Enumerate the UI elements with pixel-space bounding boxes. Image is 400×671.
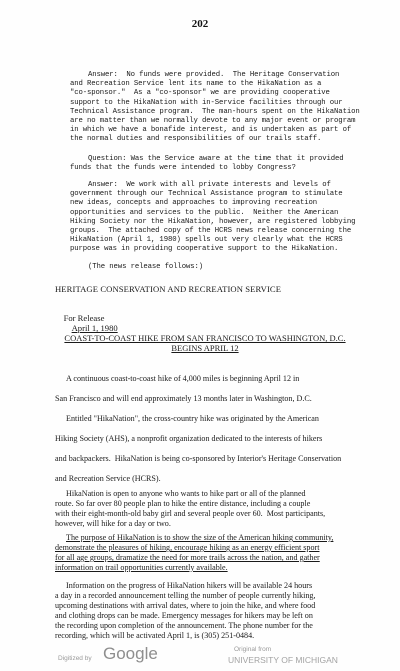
- paragraph-line: San Francisco and will end approximately 13 months later in Washington, D.C.: [55, 394, 312, 403]
- release-date: April 1, 1980: [71, 323, 118, 333]
- paragraph-line: the recording upon completion of the announcement. The phone number for the: [55, 621, 313, 630]
- answer-2-line: Answer: We work with all private interests and levels of: [88, 181, 331, 189]
- digitization-footer: [0, 640, 400, 671]
- paragraph-1: [55, 369, 312, 409]
- answer-2-line: new ideas, concepts and approaches to improving recreation: [70, 199, 318, 208]
- paragraph-line: HikaNation is open to anyone who wants to hike part or all of the planned: [66, 489, 306, 498]
- release-label: For Release: [63, 313, 105, 323]
- paragraph-line: Hiking Society (AHS), a nonprofit organization dedicated to the interests of hikers: [55, 434, 323, 443]
- answer-1-line: the normal duties and responsibilities of our trails staff.: [70, 135, 322, 144]
- paragraph-line: a day in a recorded announcement telling the number of people currently hiking,: [55, 591, 316, 600]
- paragraph-line: however, will hike for a day or two.: [55, 519, 171, 528]
- paragraph-line: and backpackers. HikaNation is being co-sponsored by Interior's Heritage Conservation: [55, 454, 342, 463]
- question-block: [70, 155, 344, 173]
- paragraph-2: [55, 409, 341, 489]
- paragraph-3: [55, 489, 325, 529]
- answer-1-line: Answer: No funds were provided. The Heritage Conservation: [88, 71, 340, 79]
- answer-1-line: and Recreation Service lent its name to the HikaNation as a: [70, 80, 322, 89]
- answer-1-line: in which we have a bonafide interest, and is undertaken as part of: [70, 126, 352, 135]
- answer-1-line: "co-sponsor." As a "co-sponsor" we are providing cooperative: [70, 89, 330, 98]
- paragraph-line: A continuous coast-to-coast hike of 4,000 miles is beginning April 12 in: [66, 374, 300, 383]
- headline-line: COAST-TO-COAST HIKE FROM SAN FRANCISCO TO WASHINGTON, D.C.: [64, 333, 346, 343]
- paragraph-line: Entitled "HikaNation", the cross-country hike was originated by the American: [66, 414, 319, 423]
- paragraph-line: The purpose of HikaNation is to show the size of the American hiking community,: [66, 533, 334, 542]
- paragraph-line: demonstrate the pleasures of hiking, encourage hiking as an energy efficient sport: [55, 543, 320, 552]
- digitized-by-label: Digitized by: [58, 655, 92, 662]
- answer-2-line: groups. The attached copy of the HCRS news release concerning the: [70, 227, 352, 236]
- page-number: 202: [191, 18, 209, 30]
- agency-name: HERITAGE CONSERVATION AND RECREATION SERVICE: [55, 284, 282, 294]
- answer-2-line: opportunities and services to the public. Neither the American: [70, 208, 339, 217]
- answer-2-line: Hiking Society nor the HikaNation, however, are registered lobbying: [70, 217, 356, 226]
- answer-2-block: [70, 181, 355, 255]
- answer-1-block: [70, 71, 360, 145]
- paragraph-line: route. So far over 80 people plan to hike the entire distance, including a couple: [55, 499, 311, 508]
- question-line: funds that the funds were intended to lobby Congress?: [70, 164, 296, 173]
- answer-1-line: support to the HikaNation with in-Service facilities through our: [70, 98, 343, 107]
- paragraph-line: with their eight-month-old baby girl and several people over 60. Most participants,: [55, 509, 326, 518]
- paragraph-line: and Recreation Service (HCRS).: [55, 474, 161, 483]
- paragraph-line: upcoming destinations with arrival dates, where to join the hike, and where food: [55, 601, 316, 610]
- answer-2-line: HikaNation (April 1, 1980) spells out very clearly what the HCRS: [70, 236, 343, 245]
- paragraph-line: information on trail opportunities currently available.: [55, 563, 228, 572]
- university-name: UNIVERSITY OF MICHIGAN: [228, 655, 338, 665]
- paragraph-line: and clothing drops can be made. Emergency messages for hikers may be left on: [55, 611, 313, 620]
- original-from-label: Original from: [234, 646, 272, 653]
- question-line: Question: Was the Service aware at the time that it provided: [88, 155, 344, 163]
- paragraph-line: Information on the progress of HikaNation hikers will be available 24 hours: [66, 581, 313, 590]
- answer-1-line: are no matter than we normally devote to any major event or program: [70, 117, 356, 126]
- paragraph-line: for all age groups, dramatize the need for more trails across the nation, and gather: [55, 553, 320, 562]
- answer-2-line: purpose was in providing cooperative support to the HikaNation.: [70, 245, 339, 254]
- google-logo-text: Google: [103, 644, 158, 663]
- headline: [55, 333, 355, 353]
- paragraph-4: [55, 533, 333, 573]
- news-release-note: (The news release follows:): [88, 263, 203, 271]
- headline-line: BEGINS APRIL 12: [171, 343, 239, 353]
- answer-2-line: government through our Technical Assistance program to stimulate: [70, 190, 343, 199]
- paragraph-5: [55, 581, 315, 641]
- answer-1-line: Technical Assistance program. The man-hours spent on the HikaNation: [70, 107, 360, 116]
- paragraph-line: recording, which will be activated April 1, is (305) 251-0484.: [55, 631, 255, 640]
